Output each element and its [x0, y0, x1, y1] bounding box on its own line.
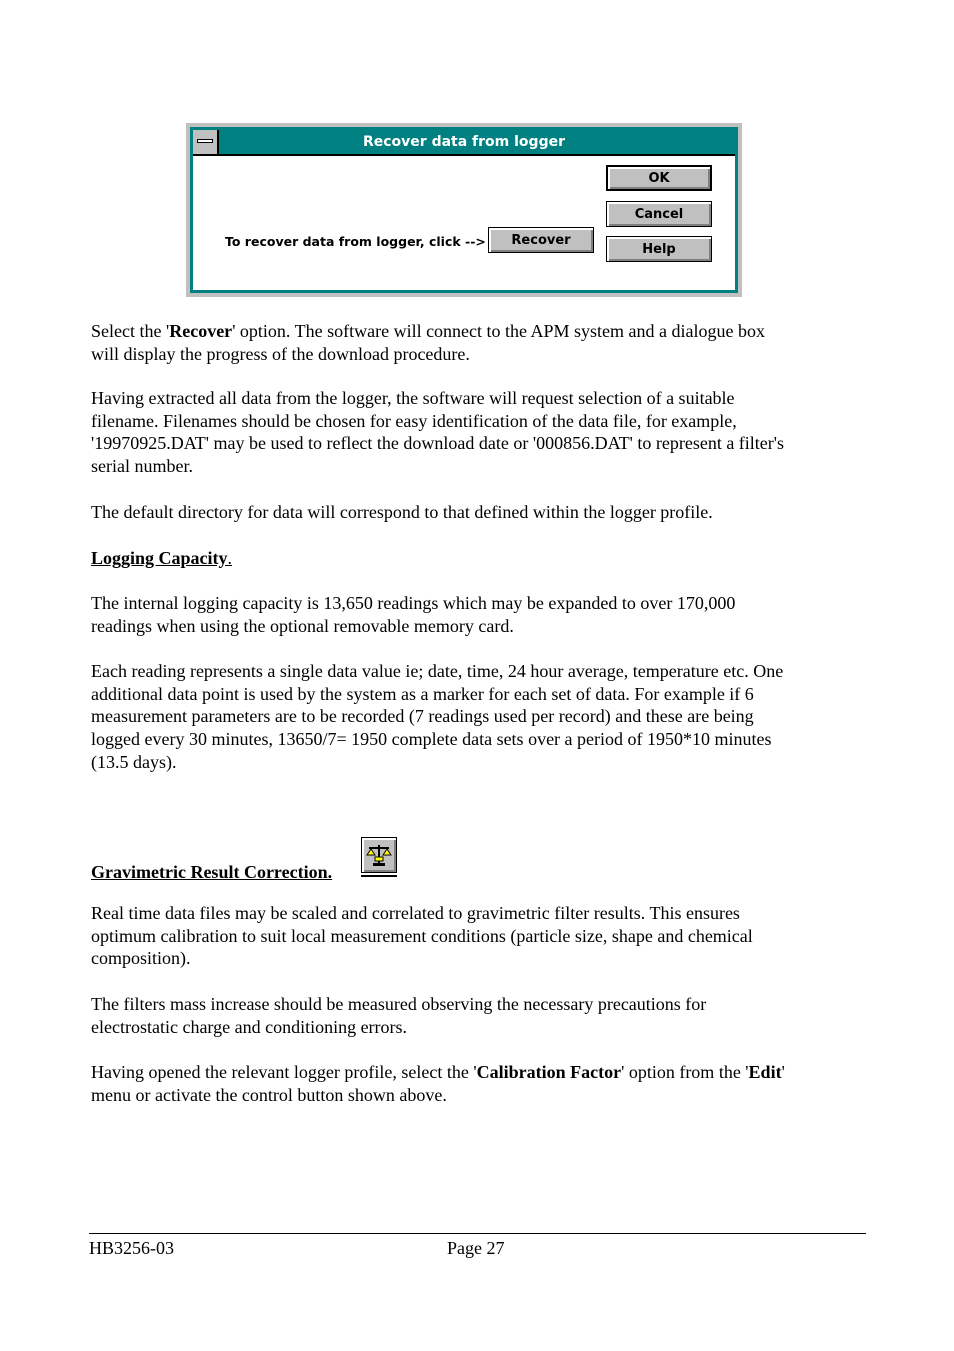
system-menu-icon[interactable] — [193, 130, 219, 154]
text-line: Having extracted all data from the logger, the software will request selection of a suitable — [91, 388, 735, 408]
text-line: (13.5 days). — [91, 751, 177, 772]
heading-gravimetric — [91, 861, 332, 883]
text-line: optimum calibration to suit local measurement conditions (particle size, shape and chemical — [91, 925, 753, 946]
heading-logging-capacity — [91, 547, 232, 569]
cancel-button[interactable]: Cancel — [606, 201, 712, 227]
text-line: filename. Filenames should be chosen for easy identification of the data file, for example, — [91, 410, 737, 431]
paragraph-filename — [91, 387, 784, 478]
heading-text: Logging Capacity — [91, 548, 228, 568]
ok-button[interactable]: OK — [606, 165, 712, 191]
balance-scale-glyph — [366, 842, 392, 868]
text-line: measurement parameters are to be recorded (7 readings used per record) and these are being — [91, 706, 754, 727]
footer-rule — [89, 1233, 866, 1234]
bold-edit: Edit — [748, 1062, 782, 1082]
paragraph-recover — [91, 320, 765, 365]
footer-page-number: Page 27 — [447, 1238, 505, 1258]
text-line: The internal logging capacity is 13,650 readings which may be expanded to over 170,000 — [91, 593, 736, 613]
dialog-titlebar — [193, 130, 735, 156]
heading-dot: . — [227, 548, 233, 568]
text-line: The filters mass increase should be measured observing the necessary precautions for — [91, 994, 707, 1014]
dialog-title: Recover data from logger — [362, 134, 565, 150]
paragraph-capacity — [91, 592, 735, 637]
footer-doc-id: HB3256-03 — [89, 1238, 174, 1258]
text-line: electrostatic charge and conditioning errors. — [91, 1016, 408, 1037]
text-run: Select the ' — [91, 321, 170, 341]
text-line: The default directory for data will correspond to that defined within the logger profile. — [91, 502, 713, 522]
heading-text: Gravimetric Result Correction. — [91, 862, 333, 882]
text-run: ' — [781, 1062, 785, 1082]
text-line: Real time data files may be scaled and correlated to gravimetric filter results. This ensures — [91, 903, 740, 923]
help-button[interactable]: Help — [606, 236, 712, 262]
text-line: Each reading represents a single data value ie; date, time, 24 hour average, temperature etc. One — [91, 661, 784, 681]
text-run: ' option. The software will connect to the APM system and a dialogue box — [232, 321, 766, 341]
recover-button[interactable]: Recover — [488, 227, 594, 253]
recover-dialog-screenshot — [186, 123, 742, 297]
paragraph-readings — [91, 660, 783, 774]
text-line: readings when using the optional removable memory card. — [91, 615, 514, 636]
balance-scale-icon[interactable] — [361, 837, 397, 873]
text-run: Having opened the relevant logger profile, select the ' — [91, 1062, 477, 1082]
text-run: will display the progress of the download procedure. — [91, 343, 470, 364]
text-line: menu or activate the control button shown above. — [91, 1084, 447, 1105]
text-line: logged every 30 minutes, 13650/7= 1950 complete data sets over a period of 1950*10 minutes — [91, 729, 772, 750]
icon-underline — [361, 875, 397, 877]
dialog-client-area — [193, 156, 735, 290]
paragraph-real-time — [91, 902, 753, 970]
text-line: serial number. — [91, 456, 193, 477]
text-line: '19970925.DAT' may be used to reflect the download date or '000856.DAT' to represent a filter's — [91, 433, 785, 454]
text-line: composition). — [91, 948, 191, 969]
dialog-frame — [190, 127, 738, 293]
bold-recover: Recover — [169, 321, 233, 341]
paragraph-calibration-factor — [91, 1061, 785, 1106]
paragraph-mass-increase — [91, 993, 706, 1038]
text-run: ' option from the ' — [621, 1062, 749, 1082]
paragraph-default-directory — [91, 501, 713, 524]
text-line: additional data point is used by the system as a marker for each set of data. For example if 6 — [91, 683, 754, 704]
bold-calibration-factor: Calibration Factor — [476, 1062, 622, 1082]
recover-prompt: To recover data from logger, click --> — [225, 234, 486, 249]
